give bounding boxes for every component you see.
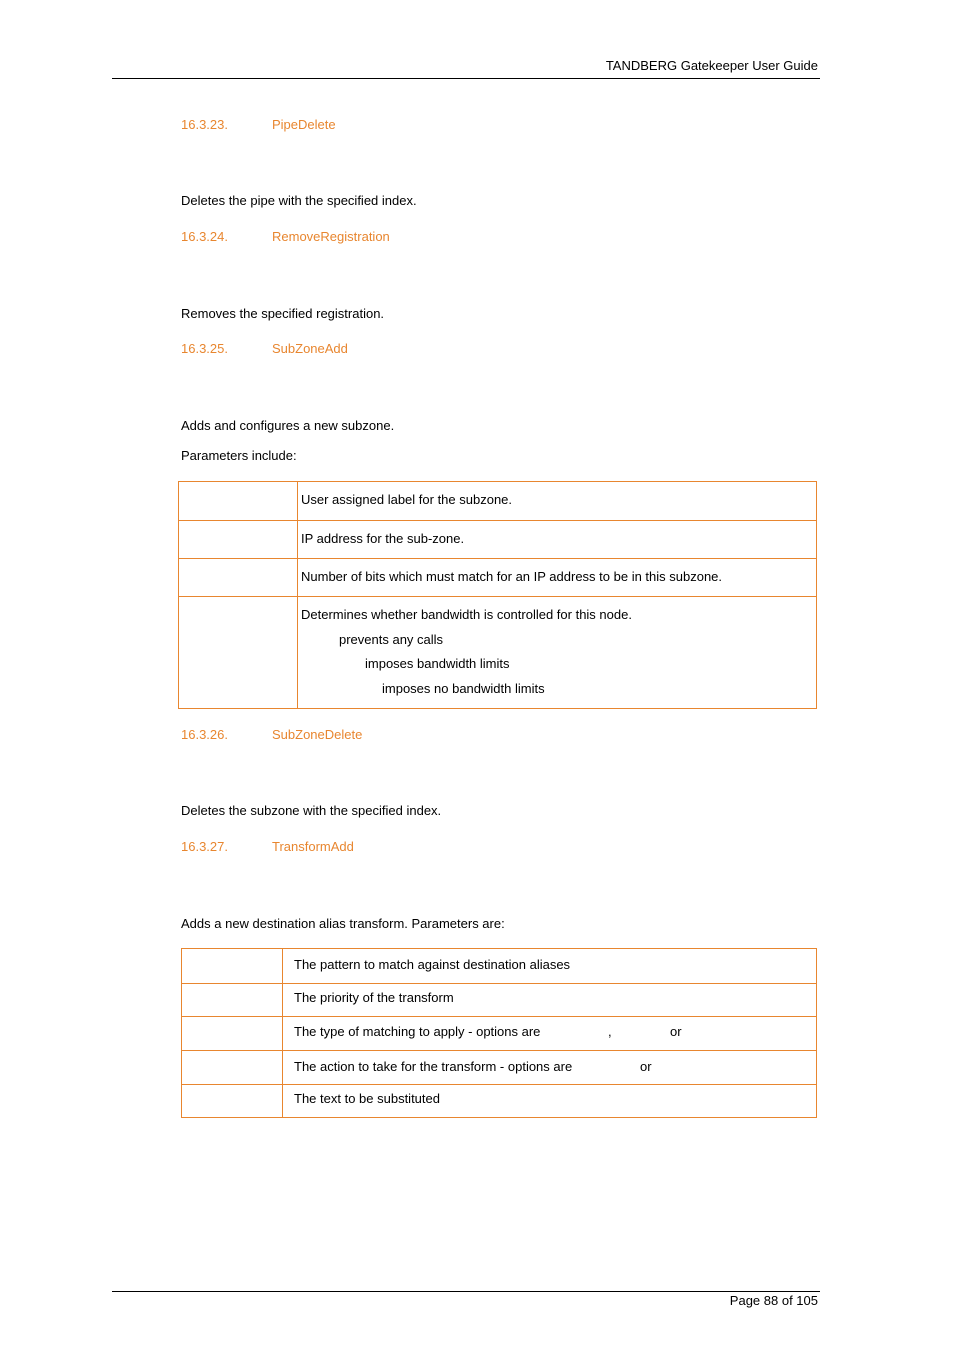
param-description: The pattern to match against destination aliases: [294, 957, 571, 972]
table-row: [182, 983, 816, 1017]
param-description: Number of bits which must match for an IP address to be in this subzone.: [301, 569, 723, 584]
subzone-params-table: [178, 481, 817, 709]
option-separator: or: [670, 1024, 682, 1039]
section-title: SubZoneDelete: [272, 727, 363, 742]
section-number: 16.3.24.: [181, 229, 228, 244]
param-description: The action to take for the transform - options are: [294, 1059, 573, 1074]
table-row: [182, 1084, 816, 1117]
table-row: [182, 1016, 816, 1051]
section-number: 16.3.23.: [181, 117, 228, 132]
section-title: TransformAdd: [272, 839, 354, 854]
option-separator: ,: [608, 1024, 612, 1039]
page-number: Page 88 of 105: [729, 1293, 818, 1308]
param-description: The type of matching to apply - options are: [294, 1024, 541, 1039]
option-description: prevents any calls: [339, 632, 444, 647]
option-description: imposes bandwidth limits: [365, 656, 510, 671]
table-row: [179, 558, 816, 597]
section-number: 16.3.26.: [181, 727, 228, 742]
section-title: PipeDelete: [272, 117, 336, 132]
section-description: Adds a new destination alias transform. Parameters are:: [181, 916, 505, 931]
table-row: [179, 520, 816, 559]
table-row: [179, 482, 816, 521]
section-number: 16.3.25.: [181, 341, 228, 356]
param-description: User assigned label for the subzone.: [301, 492, 513, 507]
table-row: [179, 596, 816, 708]
section-description: Deletes the subzone with the specified index.: [181, 803, 442, 818]
param-description: IP address for the sub-zone.: [301, 531, 465, 546]
option-separator: or: [640, 1059, 652, 1074]
table-row: [182, 949, 816, 984]
option-description: imposes no bandwidth limits: [382, 681, 545, 696]
section-title: SubZoneAdd: [272, 341, 348, 356]
params-intro: Parameters include:: [181, 448, 297, 463]
footer-rule: [112, 1291, 820, 1292]
section-description: Deletes the pipe with the specified index.: [181, 193, 417, 208]
section-number: 16.3.27.: [181, 839, 228, 854]
header-rule: [112, 78, 820, 79]
param-description: The text to be substituted: [294, 1091, 440, 1106]
section-description: Removes the specified registration.: [181, 306, 385, 321]
section-title: RemoveRegistration: [272, 229, 390, 244]
table-row: [182, 1050, 816, 1085]
param-description: Determines whether bandwidth is controlled for this node.: [301, 607, 632, 622]
transform-params-table: [181, 948, 817, 1118]
header-title: TANDBERG Gatekeeper User Guide: [605, 58, 818, 73]
section-description: Adds and configures a new subzone.: [181, 418, 395, 433]
param-description: The priority of the transform: [294, 990, 454, 1005]
